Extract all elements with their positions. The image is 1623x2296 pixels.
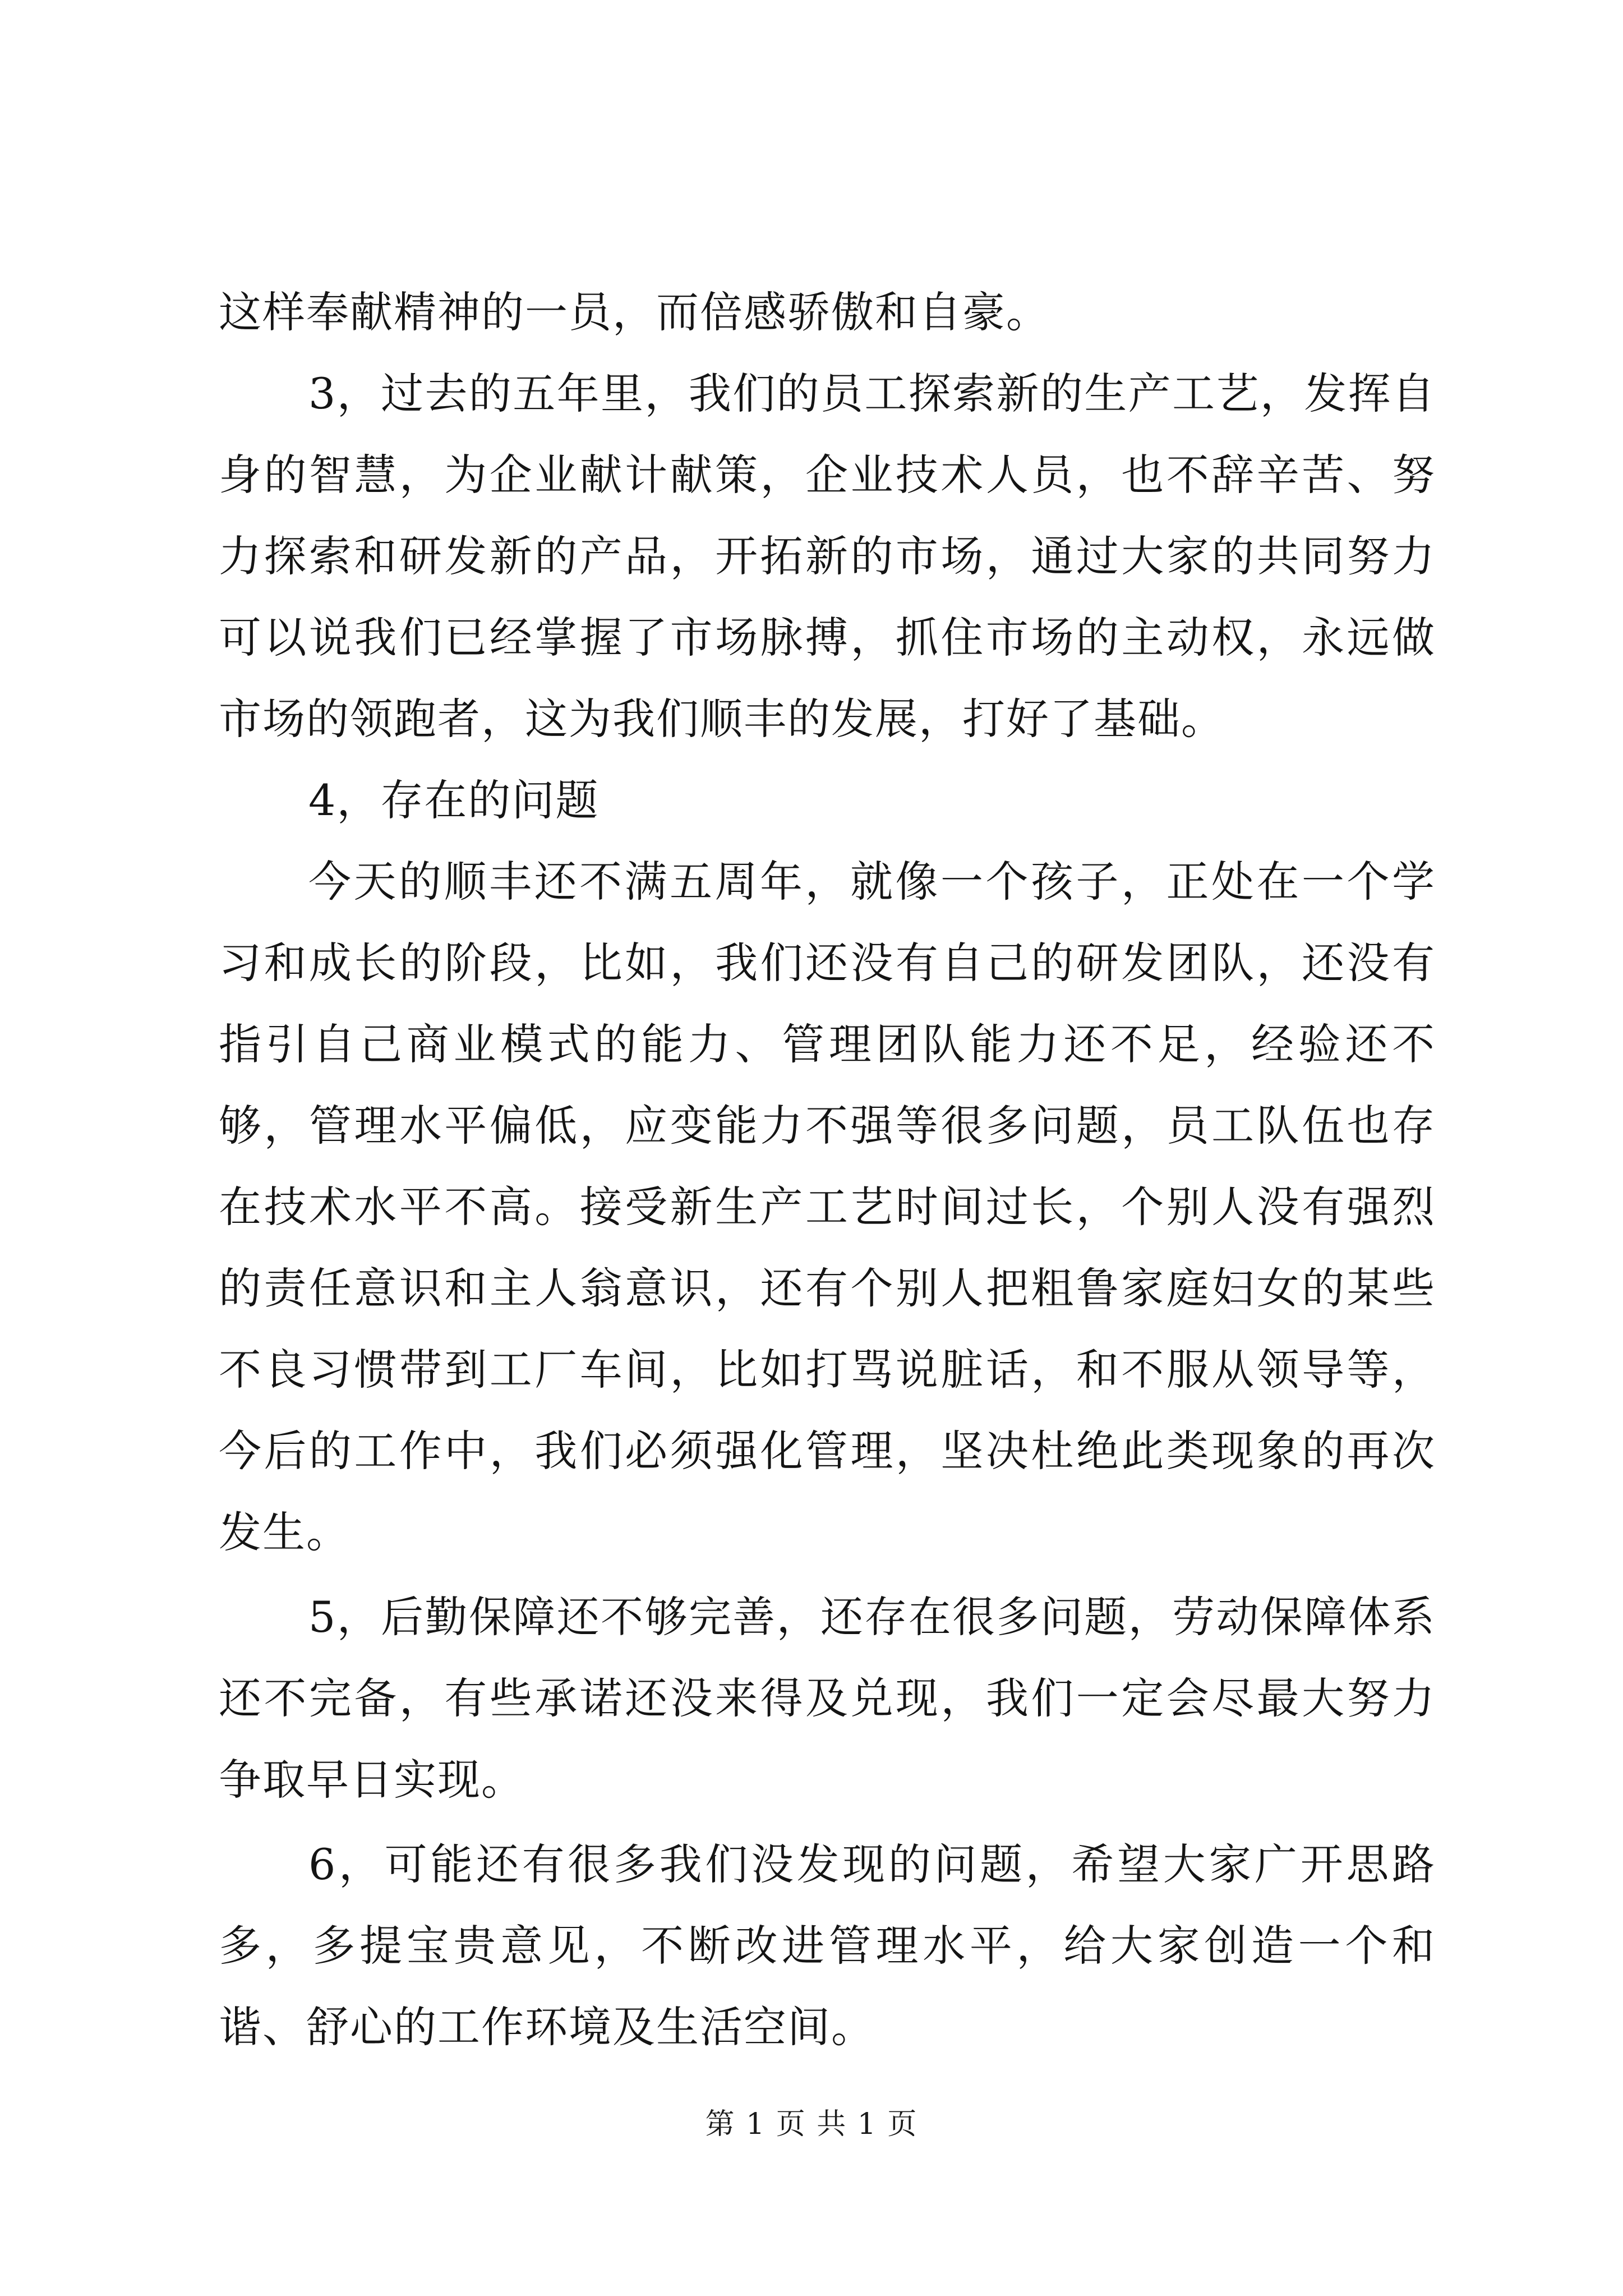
document-body xyxy=(219,272,1436,2068)
paragraph-item-3: 3，过去的五年里，我们的员工探索新的生产工艺，发挥自身的智慧，为企业献计献策，企业技术人员，也不辞辛苦、努力探索和研发新的产品，开拓新的市场，通过大家的共同努力可以说我们已经掌握了市场脉搏，抓住市场的主动权，永远做市场的领跑者，这为我们顺丰的发展，打好了基础。 xyxy=(219,369,1436,744)
page-number-footer: 第 1 页 共 1 页 xyxy=(705,2108,918,2141)
paragraph-item-5: 5，后勤保障还不够完善，还存在很多问题，劳动保障体系还不完备，有些承诺还没来得及兑现，我们一定会尽最大努力争取早日实现。 xyxy=(219,1592,1436,1805)
paragraph-problems: 今天的顺丰还不满五周年，就像一个孩子，正处在一个学习和成长的阶段，比如，我们还没有自己的研发团队，还没有指引自己商业模式的能力、管理团队能力还不足，经验还不够，管理水平偏低，应变能力不强等很多问题，员工队伍也存在技术水平不高。接受新生产工艺时间过长，个别人没有强烈的责任意识和主人翁意识，还有个别人把粗鲁家庭妇女的某些不良习惯带到工厂车间，比如打骂说脏话，和不服从领导等，今后的工作中，我们必须强化管理，坚决杜绝此类现象的再次发生。 xyxy=(219,857,1436,1557)
paragraph-intro-ending: 这样奉献精神的一员，而倍感骄傲和自豪。 xyxy=(219,287,1050,337)
paragraph-item-6: 6，可能还有很多我们没发现的问题，希望大家广开思路多，多提宝贵意见，不断改进管理水平，给大家创造一个和谐、舒心的工作环境及生活空间。 xyxy=(219,1839,1436,2052)
paragraph-item-4-heading: 4，存在的问题 xyxy=(308,775,600,825)
